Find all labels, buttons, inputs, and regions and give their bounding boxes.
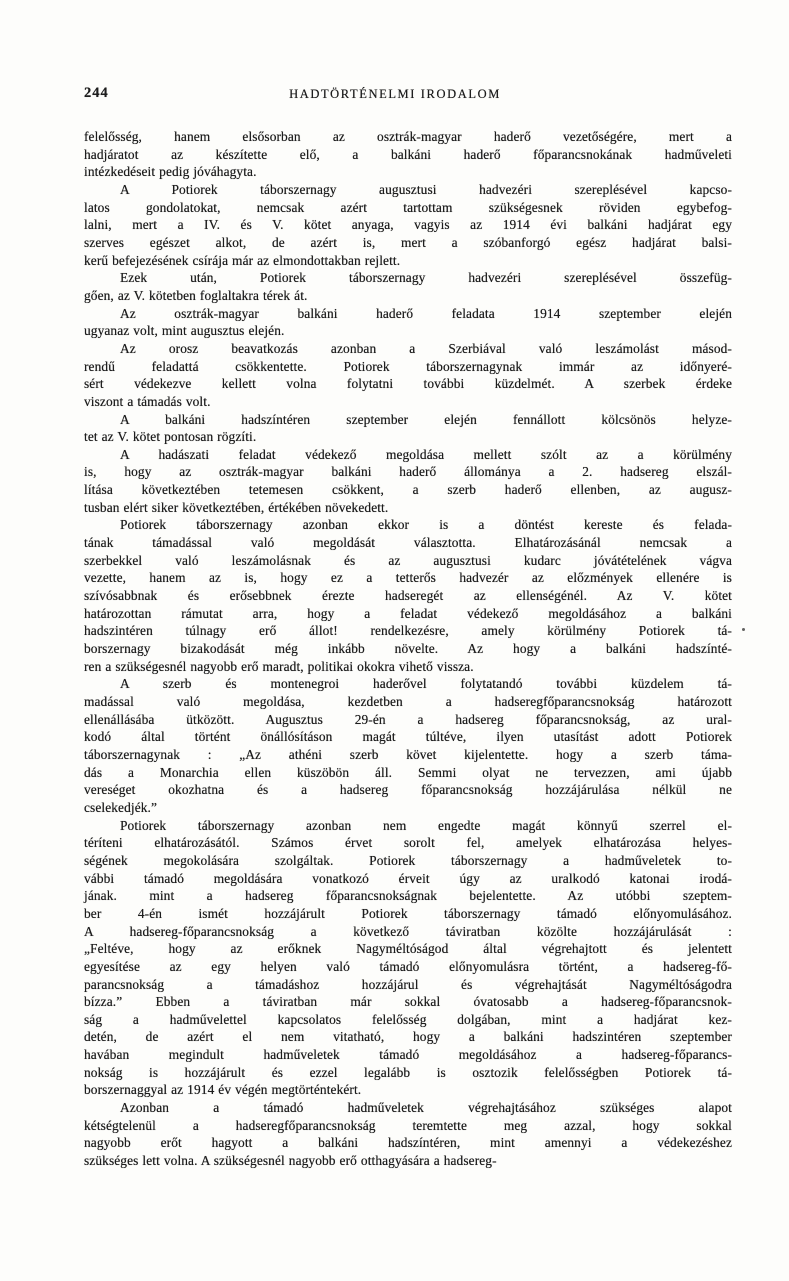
text-line: viszont a támadás volt.: [84, 393, 211, 409]
text-line: ugyanaz volt, mint augusztus elején.: [84, 323, 285, 339]
text-line: ság a hadművelettel kapcsolatos felelősség dolgában, mint a hadjárat kez-: [84, 1011, 732, 1027]
paragraph: [84, 411, 732, 446]
text-line: kétségtelenül a hadseregfőparancsnokság teremtette meg azzal, hogy sokkal: [84, 1117, 732, 1133]
text-line: A hadsereg-főparancsnokság a következő táviratban közölte hozzájárulását :: [84, 923, 732, 939]
text-line: latos gondolatokat, nemcsak azért tartottam szükségesnek röviden egybefog-: [84, 199, 732, 215]
text-line: táborszernagynak : „Az athéni szerb követ kijelentette. hogy a szerb táma-: [84, 746, 732, 762]
text-line: kerű befejezésének csírája már az elmondottakban rejlett.: [84, 252, 401, 268]
text-line: bízza.” Ebben a táviratban már sokkal óvatosabb a hadsereg-főparancsnok-: [84, 994, 732, 1010]
text-line: rendű feladattá csökkentette. Potiorek táborszernagynak immár az időnyeré-: [84, 358, 732, 374]
text-line: szívósabbnak és erősebbnek érezte hadseregét az ellenségénél. Az V. kötet: [84, 588, 732, 604]
text-line: hadszintéren túlnagy erő állot! rendelkezésre, amely körülmény Potiorek tá-: [84, 623, 732, 639]
text-line: vereséget okozhatna és a hadsereg főparancsnokság hozzájárulása nélkül ne: [84, 782, 732, 798]
text-line: szerbekkel való leszámolásnak és az augusztusi kudarc jóvátételének vágva: [84, 552, 732, 568]
text-line: A szerb és montenegroi haderővel folytatandó további küzdelem tá-: [120, 676, 732, 692]
text-line: ren a szükségesnél nagyobb erő maradt, politikai okokra vihető vissza.: [84, 658, 474, 674]
paragraph: [84, 516, 732, 675]
text-line: borszernaggyal az 1914 év végén megtörténtekért.: [84, 1082, 362, 1098]
text-line: szükséges lett volna. A szükségesnél nagyobb erő otthagyására a hadsereg-: [84, 1153, 497, 1169]
text-line: ellenállásába ütközött. Augusztus 29-én a hadsereg főparancsnokság, az ural-: [84, 711, 732, 727]
text-line: téríteni elhatározásától. Számos érvet sorolt fel, amelyek elhatározása helyes-: [84, 835, 732, 851]
text-line: egyesítése az egy helyen való támadó előnyomulásra történt, a hadsereg-fő-: [84, 958, 732, 974]
text-line: Potiorek táborszernagy azonban ekkor is a döntést kereste és felada-: [120, 517, 732, 533]
scan-artifact-dot: [742, 628, 745, 631]
text-line: tának támadással való megoldását választotta. Elhatározásánál nemcsak a: [84, 535, 732, 551]
text-line: tet az V. kötet pontosan rögzíti.: [84, 429, 257, 445]
page-header: [84, 85, 732, 103]
text-line: A balkáni hadszíntéren szeptember elején fennállott kölcsönös helyze-: [120, 411, 732, 427]
text-line: A hadászati feladat védekező megoldása mellett szólt az a körülmény: [120, 446, 732, 462]
text-line: Ezek után, Potiorek táborszernagy hadvezéri szereplésével összefüg-: [120, 270, 732, 286]
page-body: [84, 128, 732, 1170]
text-line: intézkedéseit pedig jóváhagyta.: [84, 164, 257, 180]
text-line: kodó által történt önállósításon magát túltéve, ilyen utasítást adott Potiorek: [84, 729, 732, 745]
paragraph: [84, 446, 732, 517]
text-line: is, hogy az osztrák-magyar balkáni haderő állománya a 2. hadsereg elszál-: [84, 464, 732, 480]
text-line: Azonban a támadó hadműveletek végrehajtásához szükséges alapot: [120, 1100, 732, 1116]
paragraph: [84, 305, 732, 340]
text-line: ségének megokolására szolgáltak. Potiorek táborszernagy a hadműveletek to-: [84, 852, 732, 868]
text-line: dás a Monarchia ellen küszöbön áll. Semmi olyat ne tervezzen, ami újabb: [84, 764, 732, 780]
paragraph: [84, 675, 732, 816]
text-line: sért védekezve kellett volna folytatni további küzdelmét. A szerbek érdeke: [84, 376, 732, 392]
text-line: nokság is hozzájárult és ezzel legalább is osztozik felelősségben Potiorek tá-: [84, 1064, 732, 1080]
text-line: lalni, mert a IV. és V. kötet anyaga, vagyis az 1914 évi balkáni hadjárat egy: [84, 217, 732, 233]
page-number: 244: [84, 85, 109, 101]
text-line: határozottan rámutat arra, hogy a feladat védekező megoldásához a balkáni: [84, 605, 732, 621]
text-line: madással való megoldása, kezdetben a hadseregfőparancsnokság határozott: [84, 694, 732, 709]
text-line: borszernagy bizakodását még inkább növelte. Az hogy a balkáni hadszínté-: [84, 641, 732, 657]
text-line: tusban elért siker következtében, értékében növekedett.: [84, 499, 389, 515]
text-line: jának. mint a hadsereg főparancsnokságnak bejelentette. Az utóbbi szeptem-: [84, 888, 732, 904]
text-line: cselekedjék.”: [84, 799, 158, 815]
paragraph: [84, 817, 732, 1100]
paragraph: [84, 269, 732, 304]
text-line: Potiorek táborszernagy azonban nem engedte magát könnyű szerrel el-: [120, 817, 732, 833]
text-line: vezette, hanem az is, hogy ez a tetterős hadvezér az előzmények ellenére is: [84, 570, 732, 586]
text-line: hadjáratot az készítette elő, a balkáni haderő főparancsnokának hadműveleti: [84, 146, 732, 162]
text-line: szerves egészet alkot, de azért is, mert a szóbanforgó egész hadjárat balsi-: [84, 234, 732, 250]
text-line: Az osztrák-magyar balkáni haderő feladata 1914 szeptember elején: [120, 305, 732, 321]
paragraph: [84, 128, 732, 181]
text-line: nagyobb erőt hagyott a balkáni hadszíntéren, mint amennyi a védekezéshez: [84, 1135, 732, 1151]
text-line: „Feltéve, hogy az erőknek Nagyméltóságod által végrehajtott és jelentett: [84, 941, 732, 957]
text-line: havában megindult hadműveletek támadó megoldásához a hadsereg-főparancs-: [84, 1047, 732, 1063]
text-line: gően, az V. kötetben foglaltakra térek át.: [84, 287, 308, 303]
paragraph: [84, 1099, 732, 1170]
paragraph: [84, 340, 732, 411]
text-line: vábbi támadó megoldására vonatkozó érveit úgy az uralkodó katonai irodá-: [84, 870, 732, 886]
text-line: Az orosz beavatkozás azonban a Szerbiával való leszámolást másod-: [120, 340, 732, 356]
text-line: A Potiorek táborszernagy augusztusi hadvezéri szereplésével kapcso-: [120, 181, 732, 197]
text-line: parancsnokság a támadáshoz hozzájárul és végrehajtását Nagyméltóságodra: [84, 976, 732, 992]
text-line: detén, de azért el nem vitatható, hogy a balkáni hadszintéren szeptember: [84, 1029, 732, 1045]
running-title: HADTÖRTÉNELMI IRODALOM: [289, 87, 501, 101]
paragraph: [84, 181, 732, 269]
text-line: ber 4-én ismét hozzájárult Potiorek táborszernagy támadó előnyomulásához.: [84, 905, 732, 921]
text-line: lítása következtében tetemesen csökkent, a szerb haderő ellenben, az augusz-: [84, 482, 732, 498]
text-line: felelősség, hanem elsősorban az osztrák-magyar haderő vezetőségére, mert a: [84, 129, 732, 144]
